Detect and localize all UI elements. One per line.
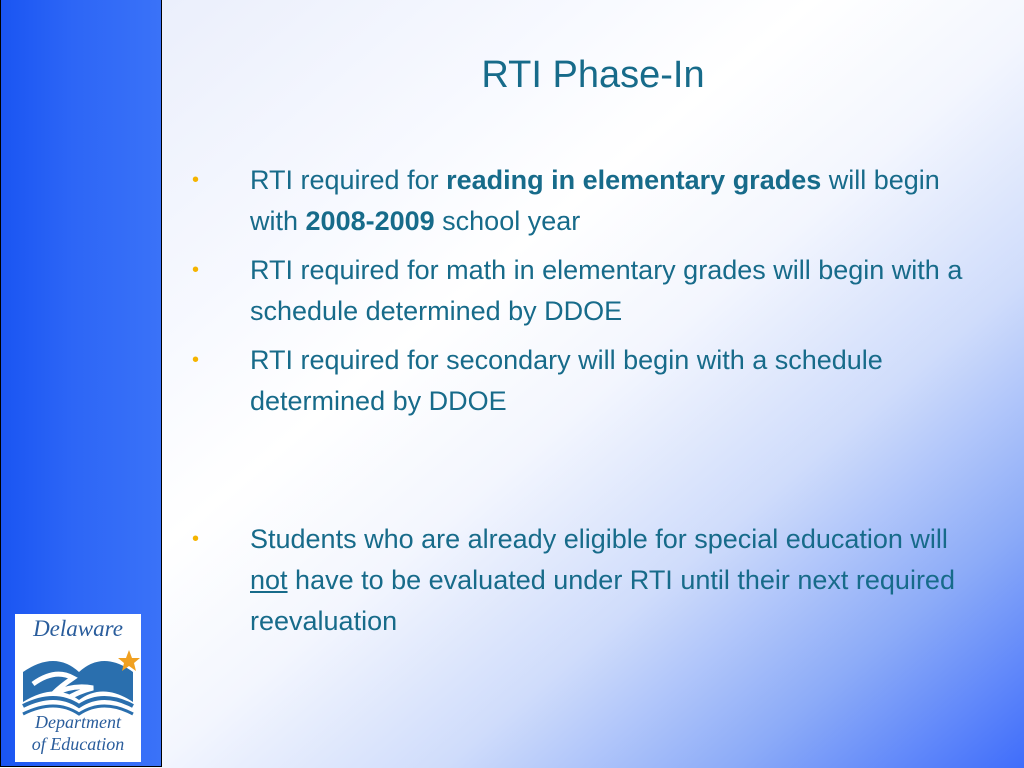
bullet-text: Students who are already eligible for special education will [250,524,948,554]
bullet-item-secondary [186,340,986,422]
bullet-text: RTI required for math in elementary grades will begin with a schedule determined by DDOE [250,255,963,326]
bullet-item-math [186,250,986,332]
bullet-text: school year [434,206,581,236]
bullet-text-underlined: not [250,565,288,595]
bullet-text-bold: 2008-2009 [305,206,435,236]
bullet-text-bold: reading in elementary grades [446,165,822,195]
bullet-text: RTI required for [250,165,447,195]
slide-title: RTI Phase-In [481,54,705,96]
bullet-marker: • [192,259,200,281]
bullet-marker: • [192,349,200,371]
logo-text-of-education: of Education [31,734,125,754]
logo-text-delaware: Delaware [33,616,123,641]
bullet-text: RTI required for secondary will begin with a schedule determined by DDOE [250,345,883,416]
bullet-item-reading [186,160,986,242]
logo-text-department: Department [35,712,121,732]
bullet-text: have to be evaluated under RTI until their next required reevaluation [250,565,955,636]
bullet-text: will begin with [250,165,940,236]
sidebar-panel [0,0,162,767]
bullet-marker: • [192,528,200,550]
delaware-doe-logo [15,614,141,762]
bullet-item-special-education [186,519,986,642]
bullet-marker: • [192,169,200,191]
bullet-list [186,160,986,650]
